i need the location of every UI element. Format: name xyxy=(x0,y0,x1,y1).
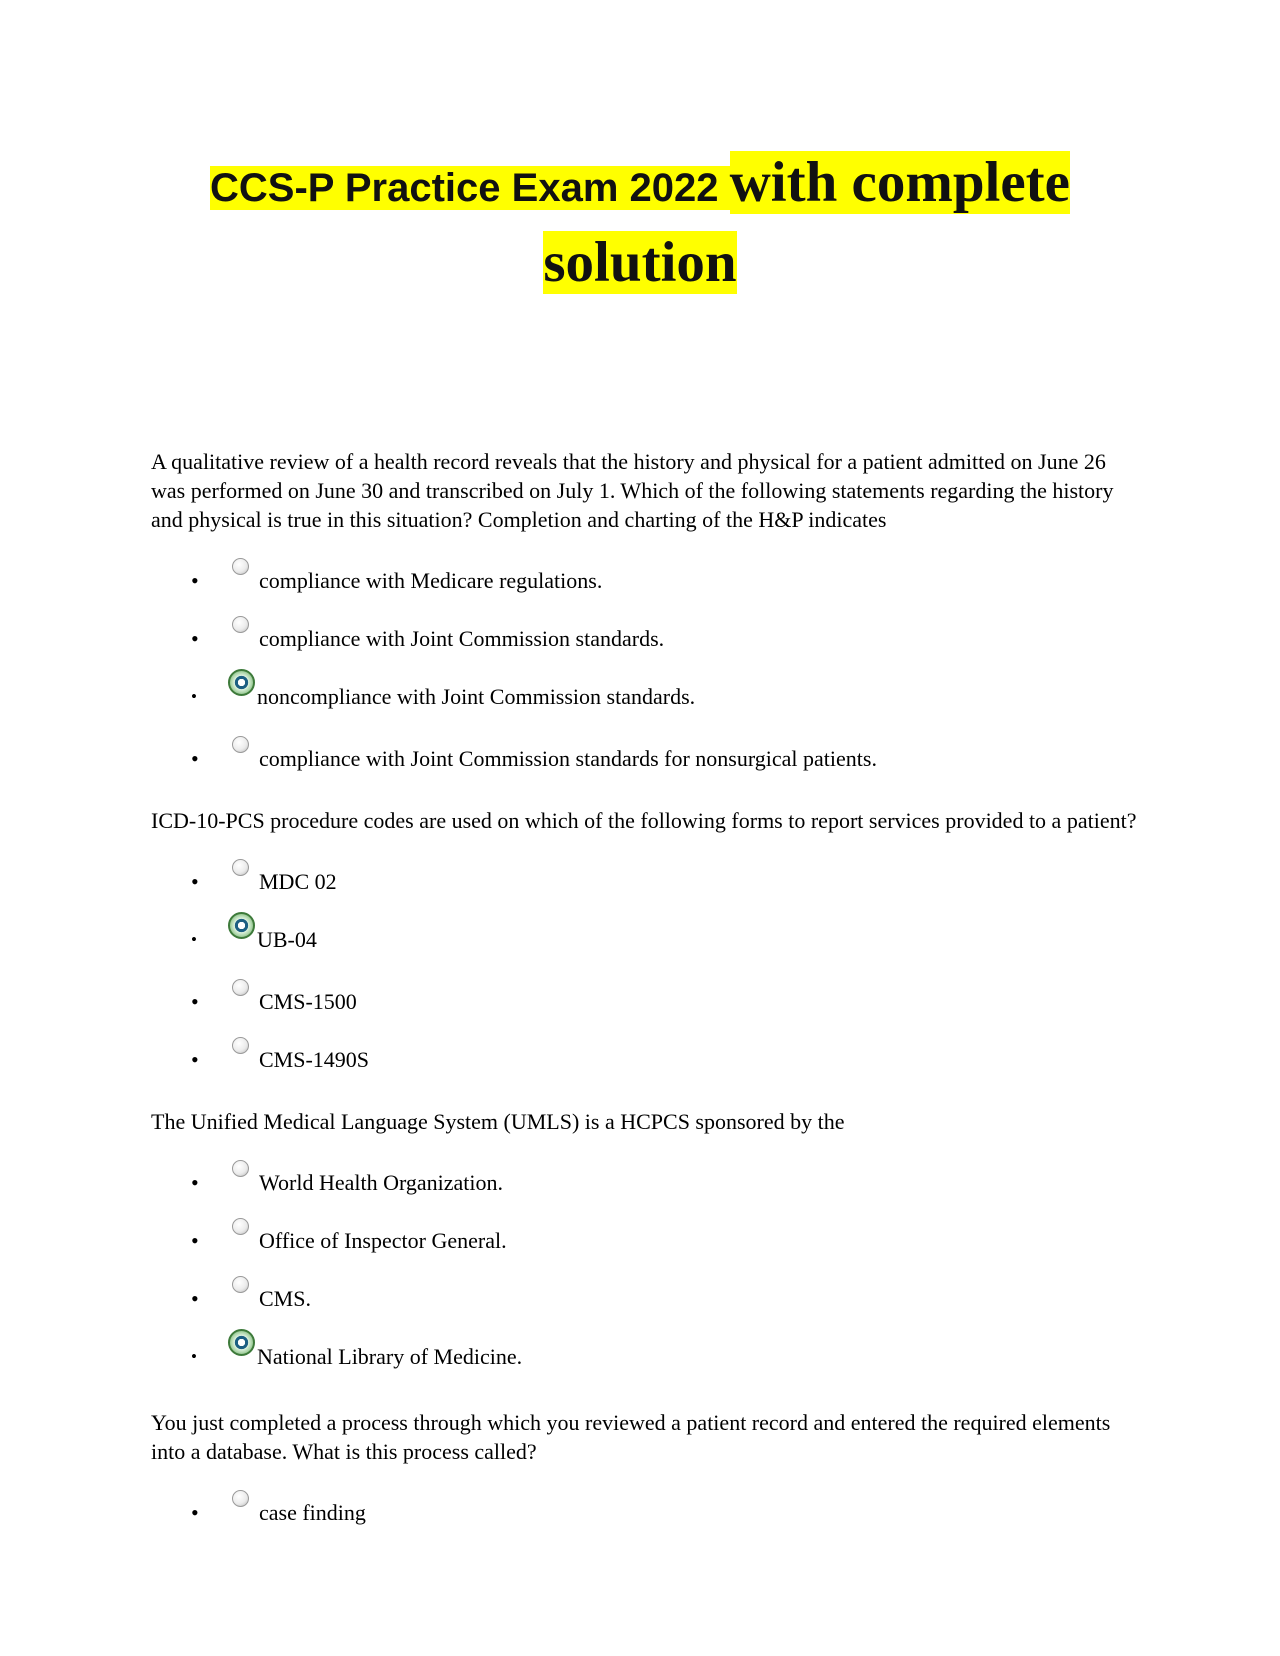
option-label: case finding xyxy=(259,1500,366,1525)
option-label: noncompliance with Joint Commission standards. xyxy=(257,684,696,709)
option-label: CMS. xyxy=(259,1286,311,1311)
option-item xyxy=(151,730,1141,788)
option-label: UB-04 xyxy=(257,927,317,952)
radio-button-selected[interactable] xyxy=(228,1329,255,1356)
radio-button-unselected[interactable] xyxy=(232,1276,249,1293)
radio-button-unselected[interactable] xyxy=(232,1490,249,1507)
question-1-text: A qualitative review of a health record reveals that the history and physical for a patient admitted on June 26 was performed on June 30 and transcribed on July 1. Which of the following statements regarding the history and physical is true in this situation? Completion and charting of the H&P indicates xyxy=(151,449,1114,532)
radio-button-selected[interactable] xyxy=(228,912,255,939)
bullet-icon: • xyxy=(191,687,197,706)
option-item xyxy=(151,1270,1141,1328)
document-title xyxy=(0,150,1280,310)
option-label: CMS-1500 xyxy=(259,989,357,1014)
title-line-1 xyxy=(0,150,1280,230)
title-part-2: with complete xyxy=(729,151,1070,214)
radio-button-unselected[interactable] xyxy=(232,859,249,876)
option-label: compliance with Joint Commission standards for nonsurgical patients. xyxy=(259,746,877,771)
option-item xyxy=(151,973,1141,1031)
question-3-text: The Unified Medical Language System (UMLS) is a HCPCS sponsored by the xyxy=(151,1109,845,1134)
option-item xyxy=(151,1031,1141,1089)
radio-button-unselected[interactable] xyxy=(232,558,249,575)
radio-button-unselected[interactable] xyxy=(232,979,249,996)
radio-button-selected[interactable] xyxy=(228,669,255,696)
option-item xyxy=(151,668,1141,730)
bullet-icon: • xyxy=(191,626,199,651)
option-item xyxy=(151,552,1141,610)
question-3-options xyxy=(151,1154,1141,1390)
question-1-options xyxy=(151,552,1141,788)
question-4-options xyxy=(151,1484,1141,1542)
bullet-icon: • xyxy=(191,1047,199,1072)
option-item xyxy=(151,1212,1141,1270)
title-part-3: solution xyxy=(543,231,737,294)
option-item xyxy=(151,1484,1141,1542)
bullet-icon: • xyxy=(191,1228,199,1253)
option-label: CMS-1490S xyxy=(259,1047,370,1072)
radio-button-unselected[interactable] xyxy=(232,616,249,633)
bullet-icon: • xyxy=(191,746,199,771)
option-item xyxy=(151,911,1141,973)
radio-button-unselected[interactable] xyxy=(232,1160,249,1177)
question-2-text: ICD-10-PCS procedure codes are used on which of the following forms to report services provided to a patient? xyxy=(151,808,1137,833)
bullet-icon: • xyxy=(191,1286,199,1311)
bullet-icon: • xyxy=(191,1500,199,1525)
bullet-icon: • xyxy=(191,568,199,593)
option-label: compliance with Medicare regulations. xyxy=(259,568,603,593)
bullet-icon: • xyxy=(191,989,199,1014)
option-label: Office of Inspector General. xyxy=(259,1228,507,1253)
option-label: National Library of Medicine. xyxy=(257,1344,523,1369)
bullet-icon: • xyxy=(191,930,197,949)
radio-button-unselected[interactable] xyxy=(232,1218,249,1235)
question-4-text: You just completed a process through which you reviewed a patient record and entered the required elements into a database. What is this process called? xyxy=(151,1410,1111,1464)
bullet-icon: • xyxy=(191,1170,199,1195)
radio-button-unselected[interactable] xyxy=(232,1037,249,1054)
bullet-icon: • xyxy=(191,869,199,894)
option-label: World Health Organization. xyxy=(259,1170,504,1195)
option-label: MDC 02 xyxy=(259,869,337,894)
option-label: compliance with Joint Commission standards. xyxy=(259,626,665,651)
option-item xyxy=(151,1328,1141,1390)
question-2-options xyxy=(151,853,1141,1089)
option-item xyxy=(151,1154,1141,1212)
title-part-1: CCS-P Practice Exam 2022 xyxy=(210,166,730,210)
questions-list xyxy=(151,447,1141,1560)
option-item xyxy=(151,610,1141,668)
radio-button-unselected[interactable] xyxy=(232,736,249,753)
option-item xyxy=(151,853,1141,911)
bullet-icon: • xyxy=(191,1347,197,1366)
title-line-2 xyxy=(0,230,1280,310)
